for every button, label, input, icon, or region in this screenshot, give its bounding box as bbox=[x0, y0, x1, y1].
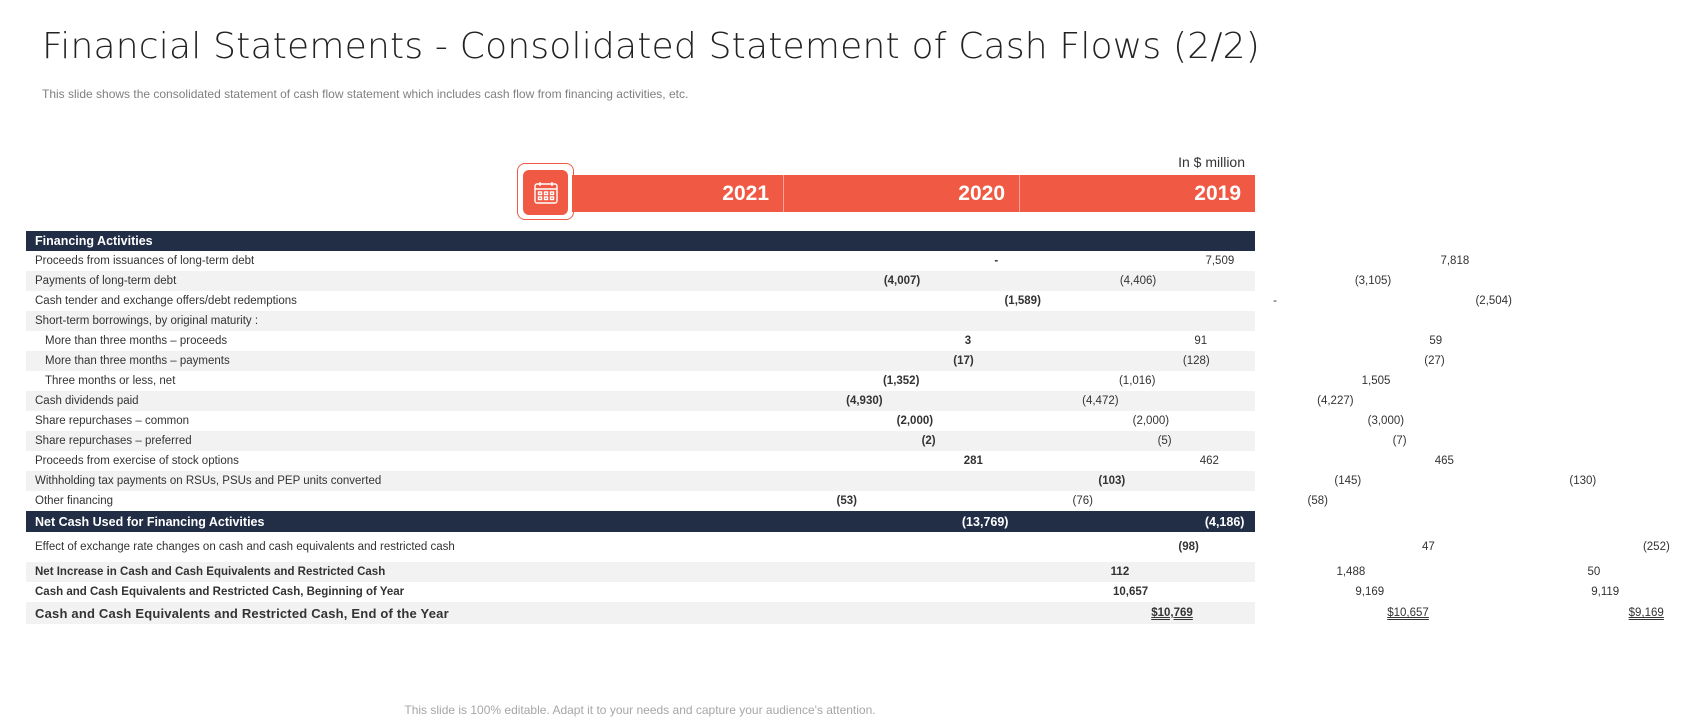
year-2021: 2021 bbox=[572, 175, 784, 212]
year-header bbox=[572, 175, 1255, 212]
table-row: Proceeds from exercise of stock options 281 462 465 bbox=[35, 455, 1454, 467]
table-row: Effect of exchange rate changes on cash and cash equivalents and restricted cash (98) 47 (252) bbox=[35, 541, 1670, 553]
footer-note: This slide is 100% editable. Adapt it to your needs and capture your audience's attention. bbox=[404, 703, 876, 717]
table-row: Short-term borrowings, by original maturity : bbox=[26, 311, 1255, 331]
table-row: More than three months – proceeds 3 91 59 bbox=[45, 335, 1443, 347]
calendar-icon bbox=[523, 170, 568, 215]
table-row: Withholding tax payments on RSUs, PSUs and PEP units converted (103) (145) (130) bbox=[26, 471, 1255, 491]
page-title: Financial Statements - Consolidated Statement of Cash Flows (2/2) bbox=[42, 26, 1261, 67]
year-2019: 2019 bbox=[1194, 181, 1241, 205]
table-row: Proceeds from issuances of long-term debt - 7,509 7,818 bbox=[35, 255, 1470, 267]
section-header-financing: Financing Activities bbox=[26, 231, 1255, 251]
net-cash-financing-row: Net Cash Used for Financing Activities (13,769) (4,186) (3,211) bbox=[26, 511, 1255, 532]
table-row: Share repurchases – preferred (2) (5) (7) bbox=[26, 431, 1255, 451]
unit-label: In $ million bbox=[1178, 154, 1245, 170]
table-row: Cash dividends paid (4,930) (4,472) (4,227) bbox=[26, 391, 1255, 411]
table-row: Payments of long-term debt (4,007) (4,406) (3,105) bbox=[26, 271, 1255, 291]
table-row: Cash tender and exchange offers/debt redemptions (1,589) - (2,504) bbox=[35, 295, 1512, 307]
table-row: More than three months – payments (17) (128) (27) bbox=[26, 351, 1255, 371]
table-row: Other financing (53) (76) (58) bbox=[35, 495, 1328, 507]
end-of-year-row: Cash and Cash Equivalents and Restricted Cash, End of the Year $10,769 $10,657 $9,169 bbox=[26, 602, 1255, 624]
cash-flow-table bbox=[26, 231, 1670, 624]
table-row: Three months or less, net (1,352) (1,016) 1,505 bbox=[45, 375, 1391, 387]
page-subtitle: This slide shows the consolidated statement of cash flow statement which includes cash flow from financing activities, etc. bbox=[42, 87, 689, 101]
table-row: Share repurchases – common (2,000) (2,000) (3,000) bbox=[35, 415, 1405, 427]
table-row: Cash and Cash Equivalents and Restricted Cash, Beginning of Year 10,657 9,169 9,119 bbox=[35, 586, 1620, 598]
table-row: Net Increase in Cash and Cash Equivalents and Restricted Cash 112 1,488 50 bbox=[26, 562, 1255, 582]
year-2020: 2020 bbox=[784, 175, 1020, 212]
